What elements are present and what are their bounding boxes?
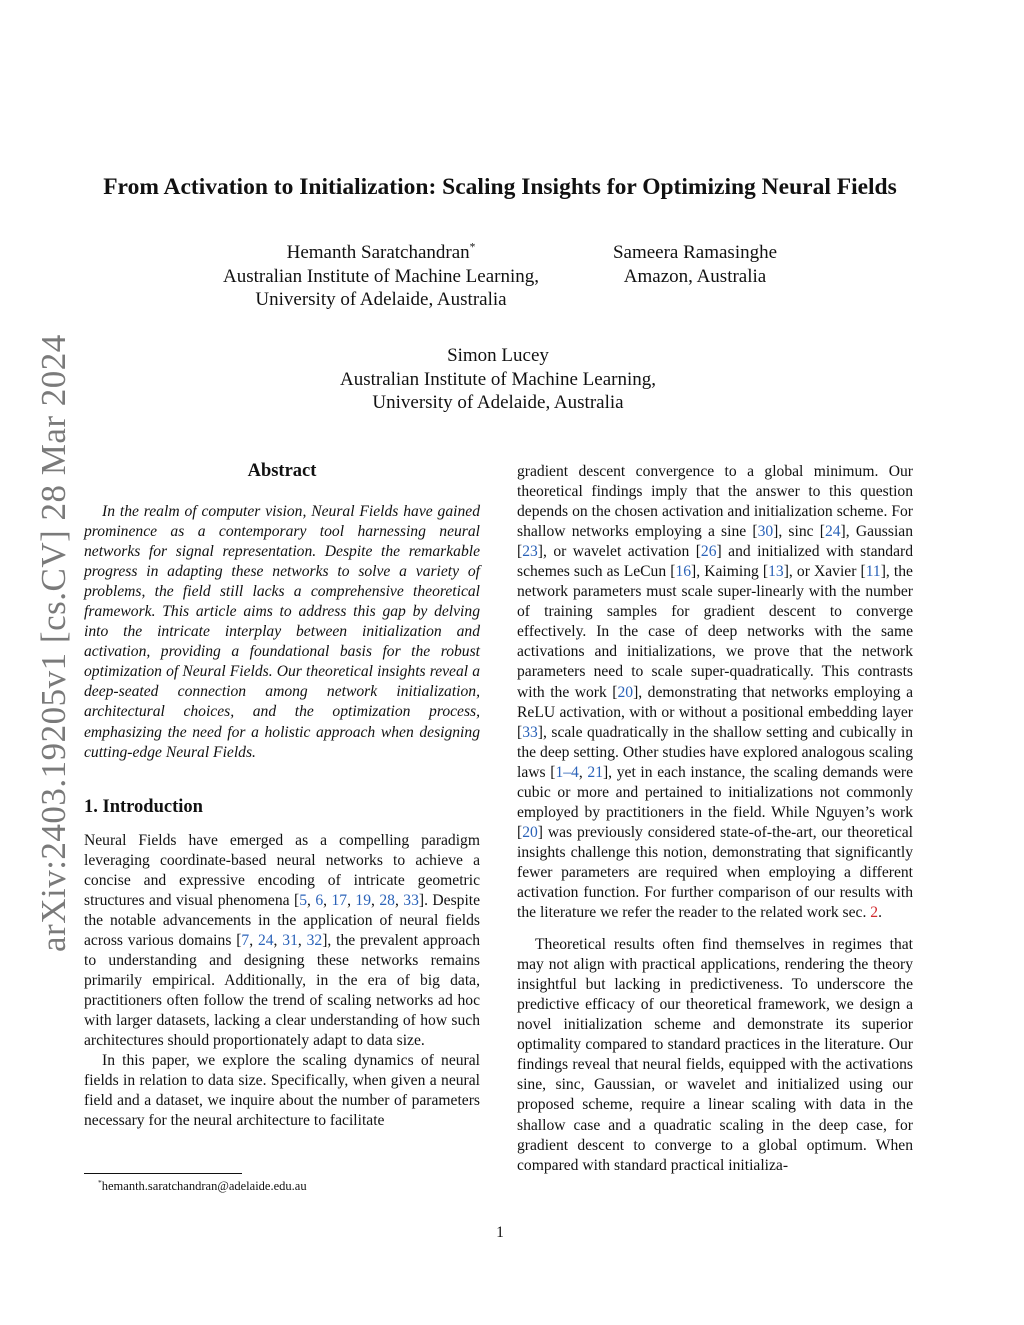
citation-link[interactable]: 33 bbox=[522, 723, 538, 741]
right-column bbox=[517, 462, 913, 1176]
citation-link[interactable]: 7 bbox=[241, 931, 250, 949]
citation-link[interactable]: 24 bbox=[824, 523, 841, 541]
citation-link[interactable]: 23 bbox=[522, 543, 538, 561]
section-reference-link[interactable]: 2 bbox=[870, 904, 879, 922]
author-block-2 bbox=[590, 241, 800, 288]
citation-link[interactable]: 11 bbox=[865, 563, 881, 581]
author-name: Hemanth Saratchandran bbox=[286, 242, 470, 263]
citation-link[interactable]: 13 bbox=[768, 563, 784, 581]
citation-link[interactable]: 6 bbox=[315, 891, 324, 909]
citation-link[interactable]: 5 bbox=[299, 891, 307, 909]
citation-link[interactable]: 20 bbox=[617, 683, 634, 701]
citation-link[interactable]: 1 bbox=[555, 763, 564, 781]
arxiv-identifier-stamp: arXiv:2403.19205v1 [cs.CV] 28 Mar 2024 bbox=[34, 334, 73, 952]
author-name: Sameera Ramasinghe bbox=[612, 242, 778, 263]
author-affiliation: University of Adelaide, Australia bbox=[372, 392, 624, 413]
intro-paragraph-2: In this paper, we explore the scaling dynamics of neural fields in relation to data size. Specifically, when given a neural field and a dataset, we inquire about the number of parameters necessary for the neural architecture to facilitate bbox=[84, 1052, 480, 1130]
intro-paragraph-2-continued: gradient descent convergence to a global minimum. Our theoretical findings imply that the answer to this question depends on the chosen activation and initialization scheme. For shallow networks employing a sine [30], sinc [24], Gaussian [23], or wavelet activation [26] and initialized with standard schemes such as LeCun [16], Kaiming [13], or Xavier [11], the network parameters must scale super-linearly with the number of training samples for gradient descent to converge effectively. In the case of deep networks with the same activations and initializations, we prove that the network parameters need to scale super-quadratically. This contrasts with the work [20], demonstrating that networks employing a ReLU activation, with or without a positional embedding layer [33], scale quadratically in the shallow setting and cubically in the deep setting. Other studies have explored analogous scaling laws [1–4, 21], yet in each instance, the scaling demands were cubic or more and pertained to initializations not commonly employed by practitioners in the field. While Nguyen’s work [20] was previously considered state-of-the-art, our theoretical insights challenge this notion, demonstrating that significantly fewer parameters are required when employing a different activation function. For further comparison of our results with the literature we refer the reader to the related work sec. 2. bbox=[517, 463, 913, 922]
author-affiliation: University of Adelaide, Australia bbox=[255, 289, 507, 310]
section-heading-introduction: 1. Introduction bbox=[84, 796, 203, 817]
citation-link[interactable]: 16 bbox=[675, 563, 692, 581]
citation-link[interactable]: 28 bbox=[379, 891, 395, 909]
citation-link[interactable]: 21 bbox=[587, 763, 603, 781]
intro-paragraph-3: Theoretical results often find themselves in regimes that may not align with practical applications, rendering the theory insightful but lacking in predictiveness. To underscore the predictive efficacy of our theoretical framework, we design a novel initialization scheme and demonstrate its superior optimality compared to standard practices in the literature. Our findings reveal that neural fields, equipped with the activations sine, sinc, Gaussian, or wavelet and initialized using our proposed scheme, require a linear scaling with data in the shallow case and a quadratic scaling in the deep case, for gradient descent to converge to a global optimum. When compared with standard practical initializa- bbox=[517, 936, 913, 1174]
footnote-text: hemanth.saratchandran@adelaide.edu.au bbox=[101, 1179, 307, 1193]
citation-link[interactable]: 24 bbox=[257, 931, 274, 949]
citation-link[interactable]: 33 bbox=[403, 891, 419, 909]
citation-link[interactable]: 32 bbox=[306, 931, 323, 949]
citation-link[interactable]: 4 bbox=[571, 763, 579, 781]
intro-paragraph-1: Neural Fields have emerged as a compelling paradigm leveraging coordinate-based neural networks to achieve a concise and expressive encoding of intricate geometric structures and visual phenomena [5, 6, 17, 19, 28, 33]. Despite the notable advancements in the application of neural fields across various domains [7, 24, 31, 32], the prevalent approach to understanding and designing these networks remains primarily empirical. Additionally, in the era of big data, practitioners often follow the trend of scaling networks ad hoc with larger datasets, lacking a clear understanding of how such architectures should proportionately adapt to data size. bbox=[84, 831, 481, 1050]
footnote-mark: * bbox=[98, 1177, 102, 1187]
citation-link[interactable]: 30 bbox=[757, 523, 774, 541]
author-block-3 bbox=[310, 344, 686, 415]
left-column bbox=[84, 460, 480, 1131]
author-footnote-mark: * bbox=[469, 241, 476, 254]
abstract-heading: Abstract bbox=[247, 461, 317, 481]
author-name: Simon Lucey bbox=[447, 345, 549, 366]
author-block-1 bbox=[205, 241, 557, 312]
citation-link[interactable]: 20 bbox=[522, 823, 538, 841]
citation-link[interactable]: 31 bbox=[282, 931, 298, 949]
citation-link[interactable]: 26 bbox=[700, 543, 717, 561]
citation-link[interactable]: 17 bbox=[331, 891, 348, 909]
author-affiliation: Australian Institute of Machine Learning, bbox=[339, 368, 657, 390]
footnote-divider bbox=[84, 1173, 242, 1174]
page-number: 1 bbox=[496, 1224, 504, 1241]
author-affiliation: Australian Institute of Machine Learning, bbox=[222, 265, 540, 287]
paper-title: From Activation to Initialization: Scaling Insights for Optimizing Neural Fields bbox=[103, 174, 897, 200]
footnote-email bbox=[98, 1178, 307, 1194]
abstract-text: In the realm of computer vision, Neural Fields have gained prominence as a contemporary tool harnessing neural networks for signal representation. Despite the remarkable progress in adapting these networks to solve a variety of problems, the field still lacks a comprehensive theoretical framework. This article aims to address this gap by delving into the intricate interplay between initialization and activation, providing a foundational basis for the robust optimization of Neural Fields. Our theoretical insights reveal a deep-seated connection among network initialization, architectural choices, and the optimization process, emphasizing the need for a holistic approach when designing cutting-edge Neural Fields. bbox=[84, 503, 480, 761]
citation-link[interactable]: 19 bbox=[355, 891, 372, 909]
author-affiliation: Amazon, Australia bbox=[623, 265, 767, 287]
